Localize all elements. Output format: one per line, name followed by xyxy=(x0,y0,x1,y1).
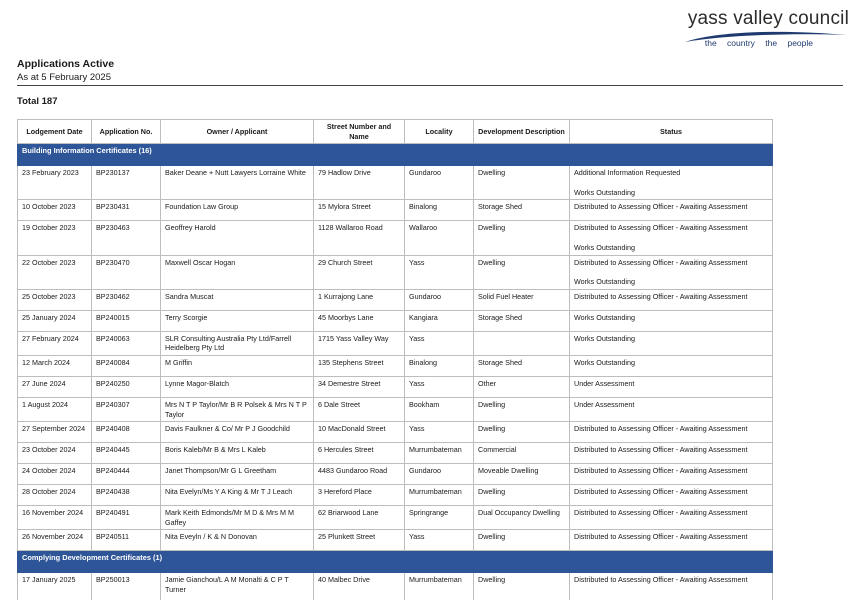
status-cell xyxy=(570,355,773,376)
table-row xyxy=(18,506,773,530)
development-description-cell: Dual Occupancy Dwelling xyxy=(474,506,570,530)
status-text: Works Outstanding xyxy=(574,357,635,367)
table-row xyxy=(18,200,773,221)
lodgement-date-cell: 23 October 2024 xyxy=(18,443,92,464)
status-cell xyxy=(570,200,773,221)
locality-cell: Springrange xyxy=(405,506,474,530)
status-cell xyxy=(570,422,773,443)
status-cell xyxy=(570,376,773,397)
status-cell xyxy=(570,485,773,506)
status-text: Distributed to Assessing Officer - Awaiting Assessment xyxy=(574,466,748,476)
table-row xyxy=(18,221,773,255)
status-text: Distributed to Assessing Officer - Awaiting Assessment xyxy=(574,445,748,455)
header-divider xyxy=(17,85,843,86)
application-number-cell: BP240015 xyxy=(92,310,161,331)
locality-cell: Kangiara xyxy=(405,310,474,331)
development-description-cell: Dwelling xyxy=(474,530,570,551)
status-text: Distributed to Assessing Officer - Awaiting Assessment xyxy=(574,487,748,497)
column-header: Street Number and Name xyxy=(314,120,405,144)
development-description-cell: Storage Shed xyxy=(474,355,570,376)
locality-cell: Gundaroo xyxy=(405,166,474,200)
status-cell xyxy=(570,530,773,551)
status-text: Works Outstanding xyxy=(574,333,635,343)
section-title: Building Information Certificates (16) xyxy=(18,144,773,166)
status-text: Distributed to Assessing Officer - Awaiting Assessment xyxy=(574,424,748,434)
street-cell: 3 Hereford Place xyxy=(314,485,405,506)
status-cell xyxy=(570,255,773,289)
street-cell: 135 Stephens Street xyxy=(314,355,405,376)
status-cell xyxy=(570,397,773,421)
council-logo xyxy=(681,6,851,52)
status-text: Distributed to Assessing Officer - Awaiting Assessment xyxy=(574,532,748,542)
logo-tagline: the country the people xyxy=(704,38,813,48)
locality-cell: Yass xyxy=(405,331,474,355)
table-row xyxy=(18,289,773,310)
owner-applicant-cell: Geoffrey Harold xyxy=(161,221,314,255)
status-cell xyxy=(570,443,773,464)
table-header-row xyxy=(18,120,773,144)
owner-applicant-cell: Nita Evelyn/Ms Y A King & Mr T J Leach xyxy=(161,485,314,506)
owner-applicant-cell: Terry Scorgie xyxy=(161,310,314,331)
lodgement-date-cell: 25 October 2023 xyxy=(18,289,92,310)
development-description-cell: Other xyxy=(474,376,570,397)
lodgement-date-cell: 22 October 2023 xyxy=(18,255,92,289)
development-description-cell: Dwelling xyxy=(474,255,570,289)
table-row xyxy=(18,530,773,551)
table-row xyxy=(18,443,773,464)
locality-cell: Gundaroo xyxy=(405,289,474,310)
lodgement-date-cell: 16 November 2024 xyxy=(18,506,92,530)
street-cell: 79 Hadlow Drive xyxy=(314,166,405,200)
owner-applicant-cell: Mark Keith Edmonds/Mr M D & Mrs M M Gaffey xyxy=(161,506,314,530)
status-cell xyxy=(570,331,773,355)
development-description-cell: Moveable Dwelling xyxy=(474,464,570,485)
applications-table xyxy=(17,119,773,600)
table-row xyxy=(18,331,773,355)
table-row xyxy=(18,464,773,485)
application-number-cell: BP230462 xyxy=(92,289,161,310)
status-text: Works Outstanding xyxy=(574,312,635,322)
lodgement-date-cell: 27 September 2024 xyxy=(18,422,92,443)
table-row xyxy=(18,397,773,421)
owner-applicant-cell: Davis Faulkner & Co/ Mr P J Goodchild xyxy=(161,422,314,443)
lodgement-date-cell: 28 October 2024 xyxy=(18,485,92,506)
table-row xyxy=(18,573,773,600)
table-row xyxy=(18,422,773,443)
application-number-cell: BP240438 xyxy=(92,485,161,506)
locality-cell: Yass xyxy=(405,376,474,397)
table-row xyxy=(18,376,773,397)
street-cell: 15 Mylora Street xyxy=(314,200,405,221)
locality-cell: Binalong xyxy=(405,355,474,376)
owner-applicant-cell: Foundation Law Group xyxy=(161,200,314,221)
column-header: Owner / Applicant xyxy=(161,120,314,144)
status-text: Under Assessment xyxy=(574,378,635,388)
owner-applicant-cell: Nita Eveyln / K & N Donovan xyxy=(161,530,314,551)
status-cell xyxy=(570,464,773,485)
development-description-cell: Dwelling xyxy=(474,221,570,255)
secondary-status-text: Works Outstanding xyxy=(574,242,635,252)
street-cell: 29 Church Street xyxy=(314,255,405,289)
street-cell: 45 Moorbys Lane xyxy=(314,310,405,331)
section-header-row xyxy=(18,551,773,573)
street-cell: 1 Kurrajong Lane xyxy=(314,289,405,310)
development-description-cell xyxy=(474,331,570,355)
application-number-cell: BP240491 xyxy=(92,506,161,530)
table-row xyxy=(18,166,773,200)
secondary-status-text: Works Outstanding xyxy=(574,277,635,287)
locality-cell: Yass xyxy=(405,422,474,443)
owner-applicant-cell: Lynne Magor-Blatch xyxy=(161,376,314,397)
application-number-cell: BP230431 xyxy=(92,200,161,221)
locality-cell: Murrumbateman xyxy=(405,443,474,464)
locality-cell: Yass xyxy=(405,255,474,289)
development-description-cell: Dwelling xyxy=(474,166,570,200)
locality-cell: Binalong xyxy=(405,200,474,221)
development-description-cell: Solid Fuel Heater xyxy=(474,289,570,310)
lodgement-date-cell: 17 January 2025 xyxy=(18,573,92,600)
owner-applicant-cell: Mrs N T P Taylor/Mr B R Polsek & Mrs N T P Taylor xyxy=(161,397,314,421)
table-row xyxy=(18,485,773,506)
status-text: Distributed to Assessing Officer - Awaiting Assessment xyxy=(574,202,748,212)
development-description-cell: Dwelling xyxy=(474,573,570,600)
report-total: Total 187 xyxy=(17,96,58,107)
table-row xyxy=(18,310,773,331)
street-cell: 62 Briarwood Lane xyxy=(314,506,405,530)
status-cell xyxy=(570,506,773,530)
status-cell xyxy=(570,573,773,600)
lodgement-date-cell: 24 October 2024 xyxy=(18,464,92,485)
table-row xyxy=(18,355,773,376)
report-title: Applications Active xyxy=(17,58,115,70)
lodgement-date-cell: 27 February 2024 xyxy=(18,331,92,355)
application-number-cell: BP240511 xyxy=(92,530,161,551)
development-description-cell: Dwelling xyxy=(474,485,570,506)
street-cell: 6 Hercules Street xyxy=(314,443,405,464)
street-cell: 10 MacDonald Street xyxy=(314,422,405,443)
application-number-cell: BP240444 xyxy=(92,464,161,485)
development-description-cell: Storage Shed xyxy=(474,310,570,331)
development-description-cell: Dwelling xyxy=(474,422,570,443)
lodgement-date-cell: 12 March 2024 xyxy=(18,355,92,376)
street-cell: 1715 Yass Valley Way xyxy=(314,331,405,355)
status-cell xyxy=(570,221,773,255)
lodgement-date-cell: 19 October 2023 xyxy=(18,221,92,255)
column-header: Development Description xyxy=(474,120,570,144)
street-cell: 4483 Gundaroo Road xyxy=(314,464,405,485)
status-cell xyxy=(570,166,773,200)
owner-applicant-cell: Sandra Muscat xyxy=(161,289,314,310)
status-text: Distributed to Assessing Officer - Awaiting Assessment xyxy=(574,291,748,301)
application-number-cell: BP230470 xyxy=(92,255,161,289)
lodgement-date-cell: 26 November 2024 xyxy=(18,530,92,551)
application-number-cell: BP250013 xyxy=(92,573,161,600)
application-number-cell: BP240063 xyxy=(92,331,161,355)
lodgement-date-cell: 27 June 2024 xyxy=(18,376,92,397)
locality-cell: Wallaroo xyxy=(405,221,474,255)
column-header: Locality xyxy=(405,120,474,144)
locality-cell: Yass xyxy=(405,530,474,551)
lodgement-date-cell: 1 August 2024 xyxy=(18,397,92,421)
owner-applicant-cell: Maxwell Oscar Hogan xyxy=(161,255,314,289)
locality-cell: Bookham xyxy=(405,397,474,421)
report-header xyxy=(17,58,843,84)
status-cell xyxy=(570,289,773,310)
lodgement-date-cell: 25 January 2024 xyxy=(18,310,92,331)
street-cell: 34 Demestre Street xyxy=(314,376,405,397)
application-number-cell: BP240445 xyxy=(92,443,161,464)
owner-applicant-cell: Janet Thompson/Mr G L Greetham xyxy=(161,464,314,485)
status-text: Distributed to Assessing Officer - Awaiting Assessment xyxy=(574,508,748,518)
application-number-cell: BP230137 xyxy=(92,166,161,200)
table-body xyxy=(18,144,773,600)
locality-cell: Murrumbateman xyxy=(405,573,474,600)
street-cell: 40 Malbec Drive xyxy=(314,573,405,600)
street-cell: 6 Dale Street xyxy=(314,397,405,421)
status-text: Distributed to Assessing Officer - Awaiting Assessment xyxy=(574,575,748,585)
development-description-cell: Storage Shed xyxy=(474,200,570,221)
column-header: Status xyxy=(570,120,773,144)
application-number-cell: BP240408 xyxy=(92,422,161,443)
secondary-status-text: Works Outstanding xyxy=(574,187,635,197)
owner-applicant-cell: Jamie Gianchou/L A M Monalti & C P T Turner xyxy=(161,573,314,600)
lodgement-date-cell: 10 October 2023 xyxy=(18,200,92,221)
application-number-cell: BP240250 xyxy=(92,376,161,397)
logo-wordmark: yass valley council xyxy=(687,8,849,29)
report-date: As at 5 February 2025 xyxy=(17,72,111,83)
section-title: Complying Development Certificates (1) xyxy=(18,551,773,573)
table-row xyxy=(18,255,773,289)
owner-applicant-cell: Boris Kaleb/Mr B & Mrs L Kaleb xyxy=(161,443,314,464)
street-cell: 25 Plunkett Street xyxy=(314,530,405,551)
owner-applicant-cell: M Griffin xyxy=(161,355,314,376)
lodgement-date-cell: 23 February 2023 xyxy=(18,166,92,200)
application-number-cell: BP230463 xyxy=(92,221,161,255)
owner-applicant-cell: Baker Deane + Nutt Lawyers Lorraine White xyxy=(161,166,314,200)
status-text: Distributed to Assessing Officer - Awaiting Assessment xyxy=(574,223,748,233)
status-text: Distributed to Assessing Officer - Awaiting Assessment xyxy=(574,257,748,267)
status-text: Additional Information Requested xyxy=(574,168,681,178)
development-description-cell: Dwelling xyxy=(474,397,570,421)
status-text: Under Assessment xyxy=(574,399,635,409)
section-header-row xyxy=(18,144,773,166)
column-header: Application No. xyxy=(92,120,161,144)
application-number-cell: BP240307 xyxy=(92,397,161,421)
status-cell xyxy=(570,310,773,331)
locality-cell: Gundaroo xyxy=(405,464,474,485)
application-number-cell: BP240084 xyxy=(92,355,161,376)
locality-cell: Murrumbateman xyxy=(405,485,474,506)
column-header: Lodgement Date xyxy=(18,120,92,144)
owner-applicant-cell: SLR Consulting Australia Pty Ltd/Farrell Heidelberg Pty Ltd xyxy=(161,331,314,355)
street-cell: 1128 Wallaroo Road xyxy=(314,221,405,255)
development-description-cell: Commercial xyxy=(474,443,570,464)
